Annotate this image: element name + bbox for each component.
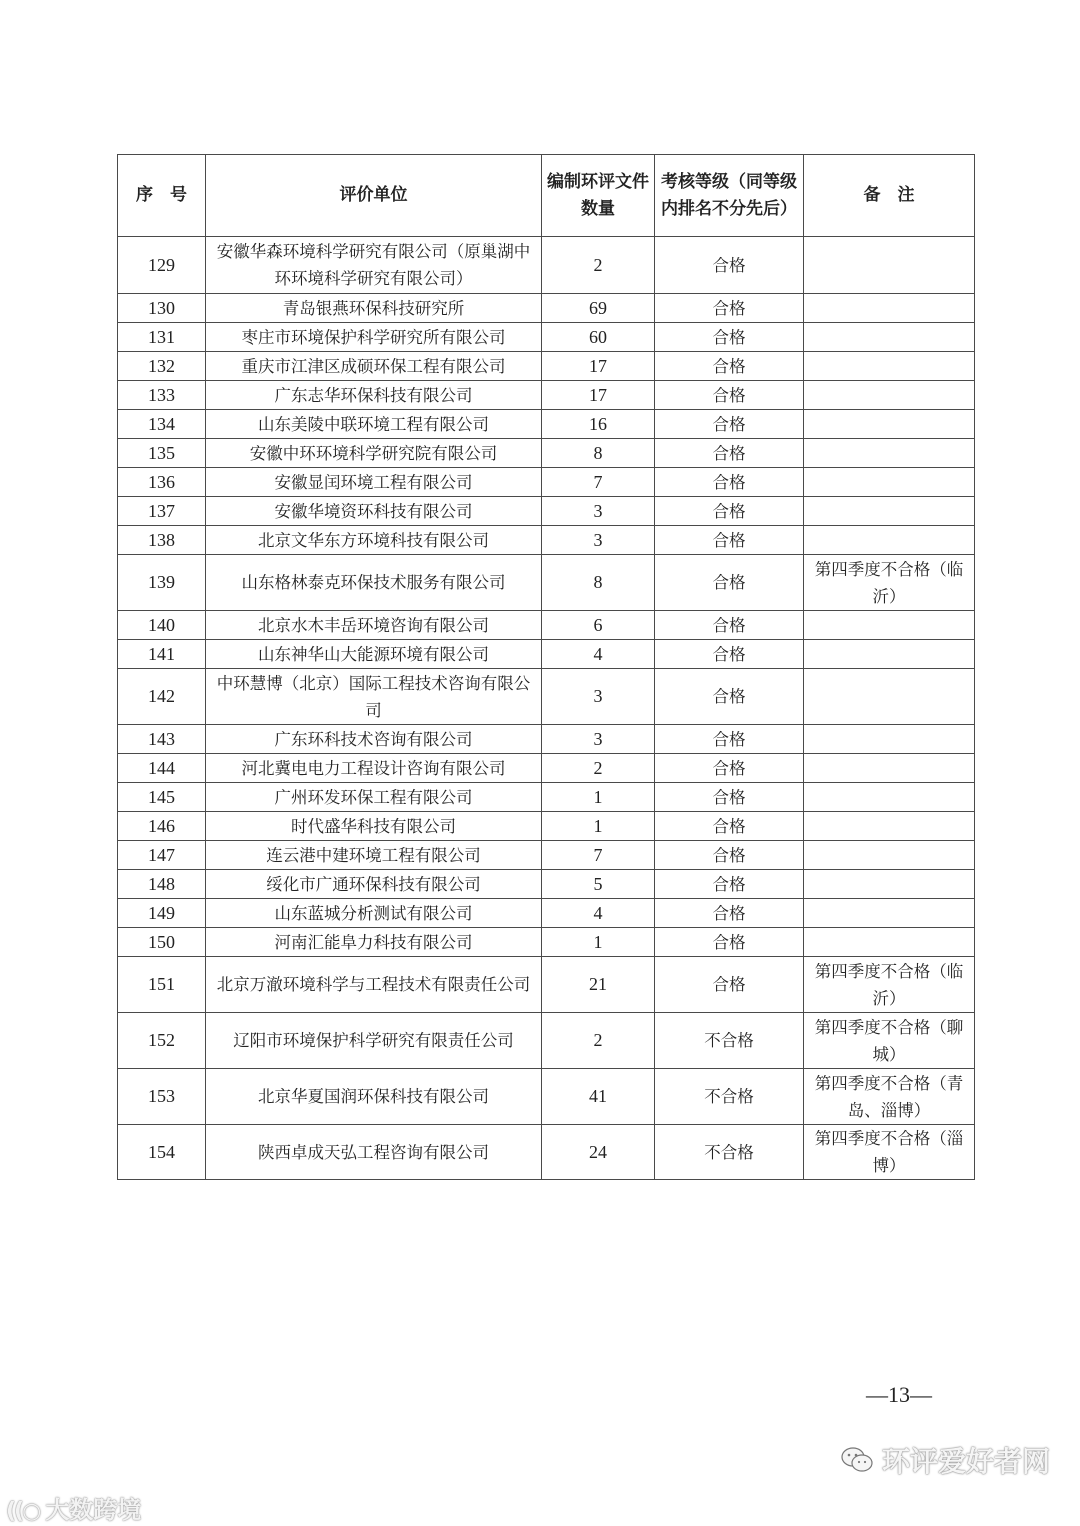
header-unit: 评价单位 — [206, 155, 542, 237]
cell-count: 24 — [542, 1125, 655, 1180]
cell-remark: 第四季度不合格（临沂） — [804, 957, 975, 1013]
cell-grade: 合格 — [655, 899, 804, 928]
cell-unit: 广东环科技术咨询有限公司 — [206, 725, 542, 754]
cell-grade: 合格 — [655, 841, 804, 870]
table-row — [118, 1013, 975, 1069]
cell-count: 1 — [542, 783, 655, 812]
cell-count: 17 — [542, 381, 655, 410]
cell-grade: 合格 — [655, 725, 804, 754]
cell-unit: 安徽显闰环境工程有限公司 — [206, 468, 542, 497]
cell-seq: 136 — [118, 468, 206, 497]
table-header-row — [118, 155, 975, 237]
cell-seq: 130 — [118, 294, 206, 323]
cell-count: 1 — [542, 928, 655, 957]
cell-seq: 146 — [118, 812, 206, 841]
cell-seq: 142 — [118, 669, 206, 725]
cell-grade: 合格 — [655, 870, 804, 899]
table-row — [118, 468, 975, 497]
cell-remark — [804, 870, 975, 899]
cell-remark: 第四季度不合格（聊城） — [804, 1013, 975, 1069]
cell-remark — [804, 783, 975, 812]
cell-count: 3 — [542, 526, 655, 555]
cell-count: 16 — [542, 410, 655, 439]
table-row — [118, 439, 975, 468]
cell-grade: 合格 — [655, 381, 804, 410]
watermark-left — [6, 1490, 141, 1525]
table-row — [118, 725, 975, 754]
cell-grade: 合格 — [655, 237, 804, 294]
cell-seq: 140 — [118, 611, 206, 640]
watermark-right — [840, 1440, 1050, 1480]
cell-remark — [804, 468, 975, 497]
cell-grade: 不合格 — [655, 1069, 804, 1125]
header-grade: 考核等级（同等级内排名不分先后） — [655, 155, 804, 237]
cell-count: 1 — [542, 812, 655, 841]
cell-seq: 154 — [118, 1125, 206, 1180]
evaluation-table — [117, 154, 975, 1180]
cell-count: 7 — [542, 468, 655, 497]
cell-remark — [804, 640, 975, 669]
table-row — [118, 783, 975, 812]
cell-count: 7 — [542, 841, 655, 870]
cell-seq: 138 — [118, 526, 206, 555]
table-row — [118, 611, 975, 640]
cell-unit: 广东志华环保科技有限公司 — [206, 381, 542, 410]
cell-remark — [804, 294, 975, 323]
table-row — [118, 381, 975, 410]
cell-count: 17 — [542, 352, 655, 381]
header-seq: 序 号 — [118, 155, 206, 237]
brand-logo-icon: ((○ — [6, 1499, 40, 1524]
cell-unit: 安徽中环环境科学研究院有限公司 — [206, 439, 542, 468]
cell-grade: 不合格 — [655, 1013, 804, 1069]
cell-unit: 枣庄市环境保护科学研究所有限公司 — [206, 323, 542, 352]
cell-count: 4 — [542, 899, 655, 928]
header-count: 编制环评文件数量 — [542, 155, 655, 237]
cell-grade: 合格 — [655, 669, 804, 725]
table-row — [118, 899, 975, 928]
cell-grade: 合格 — [655, 439, 804, 468]
table-row — [118, 352, 975, 381]
table-row — [118, 497, 975, 526]
cell-count: 2 — [542, 1013, 655, 1069]
table-row — [118, 237, 975, 294]
header-remark: 备 注 — [804, 155, 975, 237]
cell-grade: 合格 — [655, 352, 804, 381]
cell-unit: 北京文华东方环境科技有限公司 — [206, 526, 542, 555]
cell-seq: 144 — [118, 754, 206, 783]
cell-remark — [804, 381, 975, 410]
cell-remark — [804, 725, 975, 754]
cell-unit: 安徽华境资环科技有限公司 — [206, 497, 542, 526]
cell-seq: 153 — [118, 1069, 206, 1125]
page-number: —13— — [866, 1382, 932, 1407]
cell-remark — [804, 812, 975, 841]
table-row — [118, 410, 975, 439]
cell-grade: 合格 — [655, 754, 804, 783]
cell-remark — [804, 352, 975, 381]
cell-remark — [804, 323, 975, 352]
table-body — [118, 237, 975, 1180]
cell-seq: 137 — [118, 497, 206, 526]
table-row — [118, 555, 975, 611]
cell-remark: 第四季度不合格（青岛、淄博） — [804, 1069, 975, 1125]
cell-count: 8 — [542, 439, 655, 468]
cell-grade: 合格 — [655, 526, 804, 555]
cell-grade: 合格 — [655, 323, 804, 352]
cell-grade: 合格 — [655, 640, 804, 669]
cell-unit: 北京华夏国润环保科技有限公司 — [206, 1069, 542, 1125]
cell-count: 69 — [542, 294, 655, 323]
cell-seq: 131 — [118, 323, 206, 352]
cell-remark: 第四季度不合格（临沂） — [804, 555, 975, 611]
cell-unit: 中环慧博（北京）国际工程技术咨询有限公司 — [206, 669, 542, 725]
cell-seq: 145 — [118, 783, 206, 812]
cell-remark — [804, 611, 975, 640]
cell-seq: 139 — [118, 555, 206, 611]
cell-remark — [804, 899, 975, 928]
cell-count: 21 — [542, 957, 655, 1013]
cell-count: 5 — [542, 870, 655, 899]
table-row — [118, 841, 975, 870]
cell-count: 60 — [542, 323, 655, 352]
cell-unit: 北京水木丰岳环境咨询有限公司 — [206, 611, 542, 640]
cell-seq: 141 — [118, 640, 206, 669]
cell-remark — [804, 410, 975, 439]
cell-seq: 129 — [118, 237, 206, 294]
table-row — [118, 294, 975, 323]
cell-unit: 山东蓝城分析测试有限公司 — [206, 899, 542, 928]
cell-grade: 合格 — [655, 783, 804, 812]
cell-seq: 151 — [118, 957, 206, 1013]
cell-seq: 147 — [118, 841, 206, 870]
cell-remark — [804, 669, 975, 725]
cell-remark — [804, 841, 975, 870]
table-row — [118, 526, 975, 555]
cell-seq: 143 — [118, 725, 206, 754]
cell-remark — [804, 754, 975, 783]
cell-unit: 河北冀电电力工程设计咨询有限公司 — [206, 754, 542, 783]
cell-unit: 河南汇能阜力科技有限公司 — [206, 928, 542, 957]
cell-unit: 连云港中建环境工程有限公司 — [206, 841, 542, 870]
cell-count: 8 — [542, 555, 655, 611]
cell-remark — [804, 497, 975, 526]
cell-grade: 合格 — [655, 611, 804, 640]
table-row — [118, 669, 975, 725]
cell-unit: 青岛银燕环保科技研究所 — [206, 294, 542, 323]
cell-unit: 陕西卓成天弘工程咨询有限公司 — [206, 1125, 542, 1180]
cell-count: 4 — [542, 640, 655, 669]
cell-grade: 合格 — [655, 957, 804, 1013]
cell-grade: 合格 — [655, 928, 804, 957]
table-row — [118, 812, 975, 841]
wechat-icon — [840, 1446, 874, 1474]
cell-count: 3 — [542, 725, 655, 754]
cell-remark — [804, 237, 975, 294]
cell-remark — [804, 526, 975, 555]
cell-grade: 合格 — [655, 812, 804, 841]
cell-unit: 北京万澈环境科学与工程技术有限责任公司 — [206, 957, 542, 1013]
cell-seq: 135 — [118, 439, 206, 468]
cell-count: 3 — [542, 669, 655, 725]
cell-seq: 150 — [118, 928, 206, 957]
cell-unit: 山东美陵中联环境工程有限公司 — [206, 410, 542, 439]
cell-count: 6 — [542, 611, 655, 640]
table-row — [118, 1069, 975, 1125]
cell-grade: 合格 — [655, 555, 804, 611]
cell-grade: 不合格 — [655, 1125, 804, 1180]
table-row — [118, 323, 975, 352]
table-row — [118, 870, 975, 899]
cell-unit: 重庆市江津区成硕环保工程有限公司 — [206, 352, 542, 381]
cell-count: 2 — [542, 237, 655, 294]
watermark-left-text: 大数跨境 — [45, 1496, 142, 1524]
cell-seq: 132 — [118, 352, 206, 381]
cell-unit: 辽阳市环境保护科学研究有限责任公司 — [206, 1013, 542, 1069]
cell-remark: 第四季度不合格（淄博） — [804, 1125, 975, 1180]
cell-seq: 134 — [118, 410, 206, 439]
cell-seq: 133 — [118, 381, 206, 410]
cell-seq: 148 — [118, 870, 206, 899]
cell-grade: 合格 — [655, 410, 804, 439]
cell-count: 2 — [542, 754, 655, 783]
cell-grade: 合格 — [655, 294, 804, 323]
cell-remark — [804, 439, 975, 468]
table-row — [118, 640, 975, 669]
cell-remark — [804, 928, 975, 957]
cell-unit: 安徽华森环境科学研究有限公司（原巢湖中环环境科学研究有限公司） — [206, 237, 542, 294]
cell-unit: 山东神华山大能源环境有限公司 — [206, 640, 542, 669]
cell-count: 41 — [542, 1069, 655, 1125]
table-row — [118, 957, 975, 1013]
cell-grade: 合格 — [655, 497, 804, 526]
table-row — [118, 754, 975, 783]
cell-seq: 149 — [118, 899, 206, 928]
cell-count: 3 — [542, 497, 655, 526]
cell-unit: 广州环发环保工程有限公司 — [206, 783, 542, 812]
cell-seq: 152 — [118, 1013, 206, 1069]
watermark-right-text: 环评爱好者网 — [882, 1445, 1051, 1478]
cell-unit: 时代盛华科技有限公司 — [206, 812, 542, 841]
table-row — [118, 928, 975, 957]
cell-unit: 绥化市广通环保科技有限公司 — [206, 870, 542, 899]
cell-grade: 合格 — [655, 468, 804, 497]
table-row — [118, 1125, 975, 1180]
cell-unit: 山东格林泰克环保技术服务有限公司 — [206, 555, 542, 611]
